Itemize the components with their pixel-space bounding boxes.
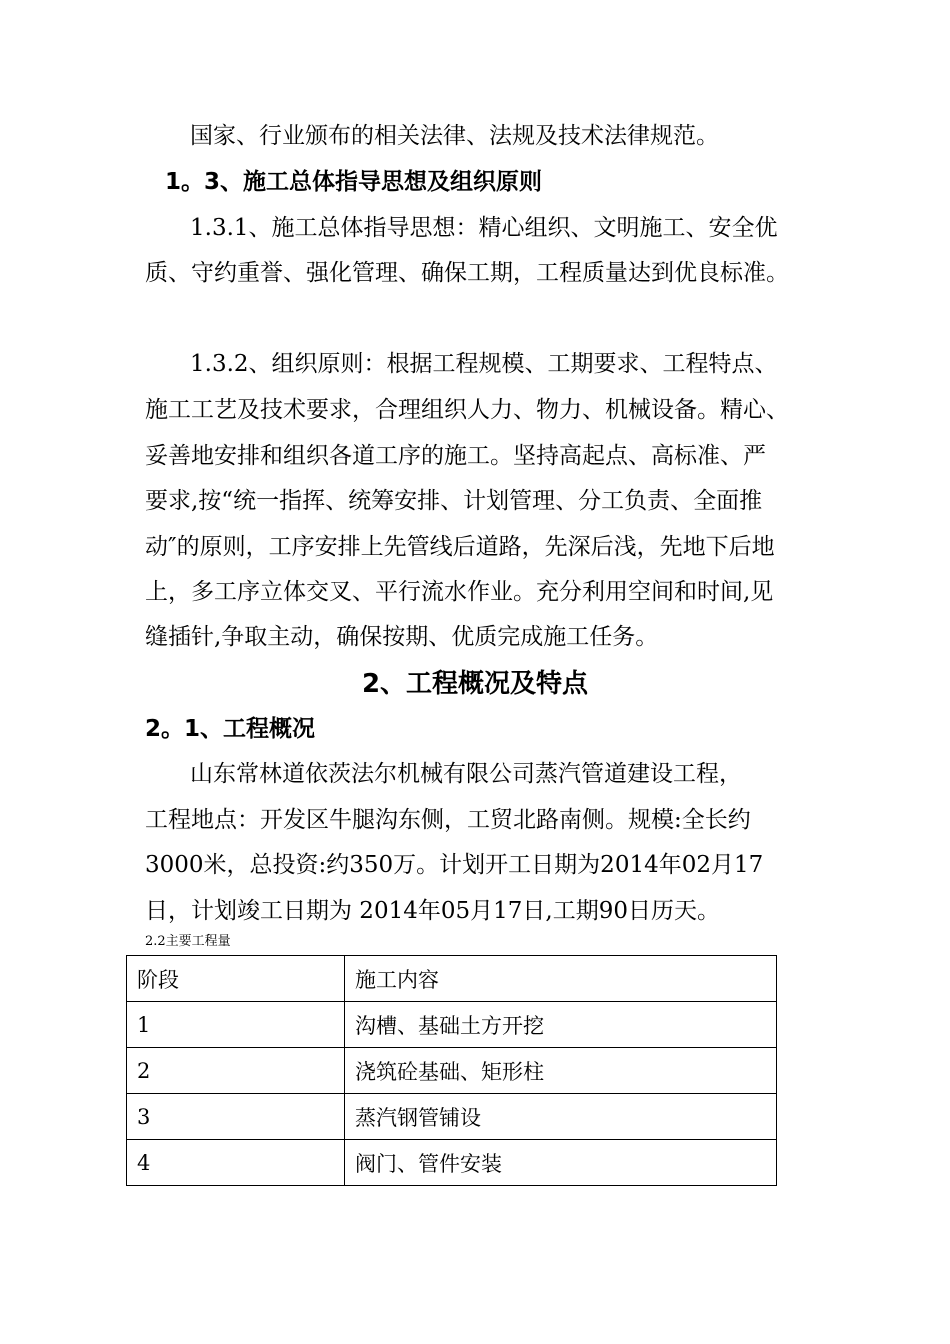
quantity-table xyxy=(126,955,777,1186)
cell-content: 沟槽、基础土方开挖 xyxy=(345,1002,777,1048)
p2-line-2: 施工工艺及技术要求，合理组织人力、物力、机械设备。精心、 xyxy=(145,397,789,423)
section-1-3-heading: 1。3、施工总体指导思想及组织原则 xyxy=(165,169,543,195)
table-row xyxy=(127,1140,777,1186)
cell-stage: 1 xyxy=(127,1002,345,1048)
p3-line-1: 山东常林道依茨法尔机械有限公司蒸汽管道建设工程， xyxy=(190,761,742,787)
p3-line-2: 工程地点：开发区牛腿沟东侧，工贸北路南侧。规模:全长约 xyxy=(145,807,751,833)
table-row xyxy=(127,1002,777,1048)
p3-line-4: 日，计划竣工日期为 2014年05月17日,工期90日历天。 xyxy=(145,898,720,924)
p2-line-3: 妥善地安排和组织各道工序的施工。坚持高起点、高标准、严 xyxy=(145,443,766,469)
p2-line-5: 动″的原则，工序安排上先管线后道路，先深后浅，先地下后地 xyxy=(145,534,775,560)
header-stage: 阶段 xyxy=(127,956,345,1002)
table-caption: 2.2主要工程量 xyxy=(145,934,231,949)
p2-line-6: 上，多工序立体交叉、平行流水作业。充分利用空间和时间,见 xyxy=(145,579,774,605)
header-content: 施工内容 xyxy=(345,956,777,1002)
p1-line-1: 1.3.1、施工总体指导思想：精心组织、文明施工、安全优 xyxy=(190,215,778,241)
table-row xyxy=(127,1048,777,1094)
cell-stage: 4 xyxy=(127,1140,345,1186)
p3-line-3: 3000米，总投资:约350万。计划开工日期为2014年02月17 xyxy=(145,852,764,878)
table-row xyxy=(127,1094,777,1140)
cell-content: 浇筑砼基础、矩形柱 xyxy=(345,1048,777,1094)
intro-line: 国家、行业颁布的相关法律、法规及技术法律规范。 xyxy=(190,123,719,149)
p1-line-2: 质、守约重誉、强化管理、确保工期，工程质量达到优良标准。 xyxy=(145,260,789,286)
p2-line-4: 要求,按“统一指挥、统筹安排、计划管理、分工负责、全面推 xyxy=(145,488,763,514)
p2-line-7: 缝插针,争取主动，确保按期、优质完成施工任务。 xyxy=(145,624,659,650)
cell-content: 阀门、管件安装 xyxy=(345,1140,777,1186)
table-header-row xyxy=(127,956,777,1002)
cell-stage: 2 xyxy=(127,1048,345,1094)
p2-line-1: 1.3.2、组织原则：根据工程规模、工期要求、工程特点、 xyxy=(190,351,778,377)
cell-stage: 3 xyxy=(127,1094,345,1140)
cell-content: 蒸汽钢管铺设 xyxy=(345,1094,777,1140)
section-2-heading: 2、工程概况及特点 xyxy=(361,669,589,699)
section-2-1-heading: 2。1、工程概况 xyxy=(145,716,316,742)
